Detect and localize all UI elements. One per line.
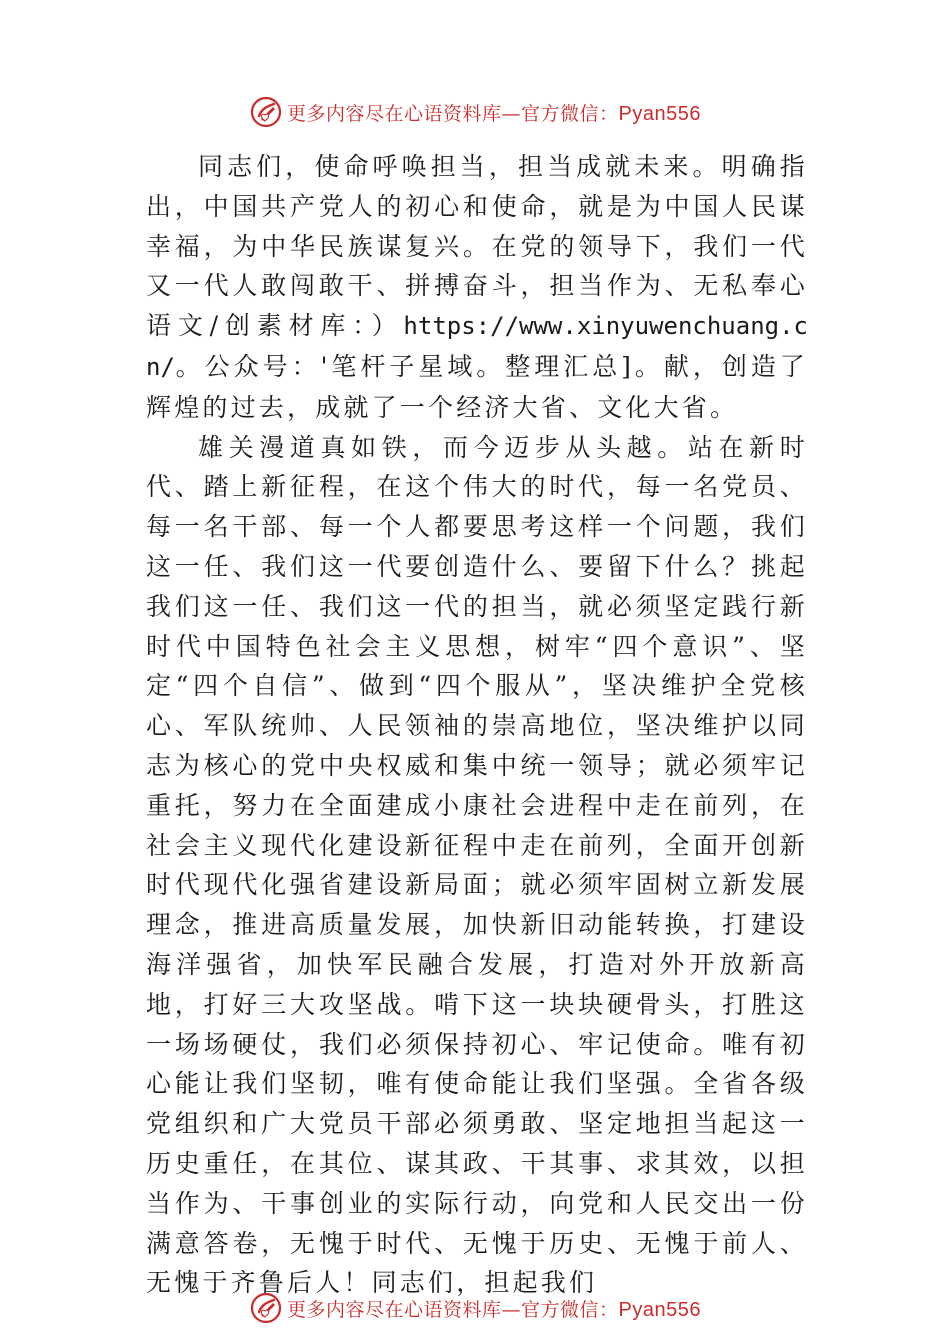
header-banner <box>0 92 950 132</box>
header-separator: — <box>501 102 522 125</box>
header-wechat-label: 官方微信： <box>521 102 619 125</box>
footer-promo-text: 更多内容尽在心语资料库 <box>287 1298 502 1321</box>
footer-wechat-label: 官方微信： <box>521 1298 619 1321</box>
header-wechat-id: Pyan556 <box>618 102 701 125</box>
paragraph-1 <box>146 147 808 428</box>
document-body <box>146 147 808 1303</box>
footer-wechat-id: Pyan556 <box>618 1298 701 1321</box>
source-url-text: https://www.xinyuwenchuang.cn/ <box>146 312 808 381</box>
pen-heart-logo-icon <box>249 95 283 129</box>
pen-heart-logo-icon <box>249 1291 283 1325</box>
footer-banner-text <box>287 1295 701 1322</box>
footer-banner <box>0 1288 950 1328</box>
header-banner-text <box>287 99 701 126</box>
header-promo-text: 更多内容尽在心语资料库 <box>287 102 502 125</box>
paragraph-2: 雄关漫道真如铁，而今迈步从头越。站在新时代、踏上新征程，在这个伟大的时代，每一名党员、每一名干部、每一个人都要思考这样一个问题，我们这一任、我们这一代要创造什么、要留下什么？挑起我们这一任、我们这一代的担当，就必须坚定践行新时代中国特色社会主义思想，树牢“四个意识”、坚定“四个自信”、做到“四个服从”，坚决维护全党核心、军队统帅、人民领袖的崇高地位，坚决维护以同志为核心的党中央权威和集中统一领导；就必须牢记重托，努力在全面建成小康社会进程中走在前列，在社会主义现代化建设新征程中走在前列，全面开创新时代现代化强省建设新局面；就必须牢固树立新发展理念，推进高质量发展，加快新旧动能转换，打建设海洋强省，加快军民融合发展，打造对外开放新高地，打好三大攻坚战。啃下这一块块硬骨头，打胜这一场场硬仗，我们必须保持初心、牢记使命。唯有初心能让我们坚韧，唯有使命能让我们坚强。全省各级党组织和广大党员干部必须勇敢、坚定地担当起这一历史重任，在其位、谋其政、干其事、求其效，以担当作为、干事创业的实际行动，向党和人民交出一份满意答卷，无愧于时代、无愧于历史、无愧于前人、无愧于齐鲁后人！同志们，担起我们 <box>146 432 808 1298</box>
paragraph-1-tail: 。公众号：'笔杆子星域。整理汇总]。献，创造了辉煌的过去，成就了一个经济大省、文化大省。 <box>146 351 808 422</box>
paragraph-1-text: 同志们，使命呼唤担当，担当成就未来。明确指出，中国共产党人的初心和使命，就是为中国人民谋幸福，为中华民族谋复兴。在党的领导下，我们一代又一代人敢闯敢干、拼搏奋斗，担当作为、无私奉心语文/创素材库：） <box>146 152 808 341</box>
footer-separator: — <box>501 1298 522 1321</box>
